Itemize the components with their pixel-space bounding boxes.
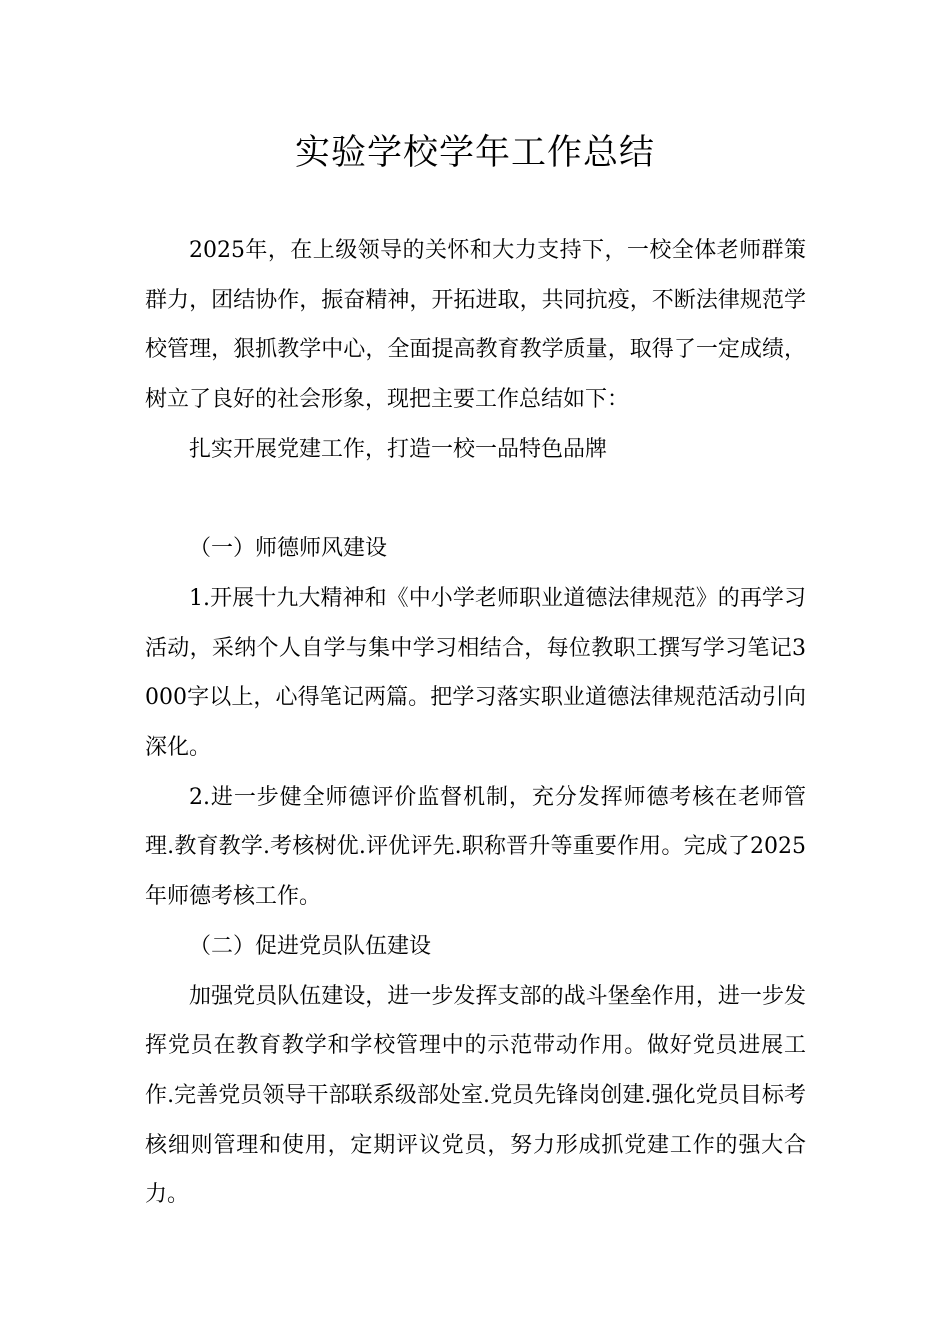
- section-heading-party-building: 扎实开展党建工作，打造一校一品特色品牌: [189, 436, 608, 462]
- blank-line: [145, 475, 806, 525]
- paragraph-item-2: 2.进一步健全师德评价监督机制，充分发挥师德考核在老师管理.教育教学.考核树优.评优评先.职称晋升等重要作用。完成了2025年师德考核工作。: [145, 784, 806, 910]
- subsection-heading-teacher-ethics: （一）师德师风建设: [189, 536, 388, 562]
- paragraph-item-1: 1.开展十九大精神和《中小学老师职业道德法律规范》的再学习活动，采纳个人自学与集中学习相结合，每位教职工撰写学习笔记3000字以上，心得笔记两篇。把学习落实职业道德法律规范活动引向深化。: [145, 585, 806, 761]
- document-body: [145, 226, 806, 1220]
- paragraph-party-members: 加强党员队伍建设，进一步发挥支部的战斗堡垒作用，进一步发挥党员在教育教学和学校管理中的示范带动作用。做好党员进展工作.完善党员领导干部联系级部处室.党员先锋岗创建.强化党员目标考核细则管理和使用，定期评议党员，努力形成抓党建工作的强大合力。: [145, 983, 806, 1208]
- subsection-heading-party-members: （二）促进党员队伍建设: [189, 933, 432, 959]
- paragraph-intro: 2025年，在上级领导的关怀和大力支持下，一校全体老师群策群力，团结协作，振奋精神，开拓进取，共同抗疫，不断法律规范学校管理，狠抓教学中心，全面提高教育教学质量，取得了一定成绩，树立了良好的社会形象，现把主要工作总结如下：: [145, 238, 806, 413]
- document-title: 实验学校学年工作总结: [294, 133, 655, 173]
